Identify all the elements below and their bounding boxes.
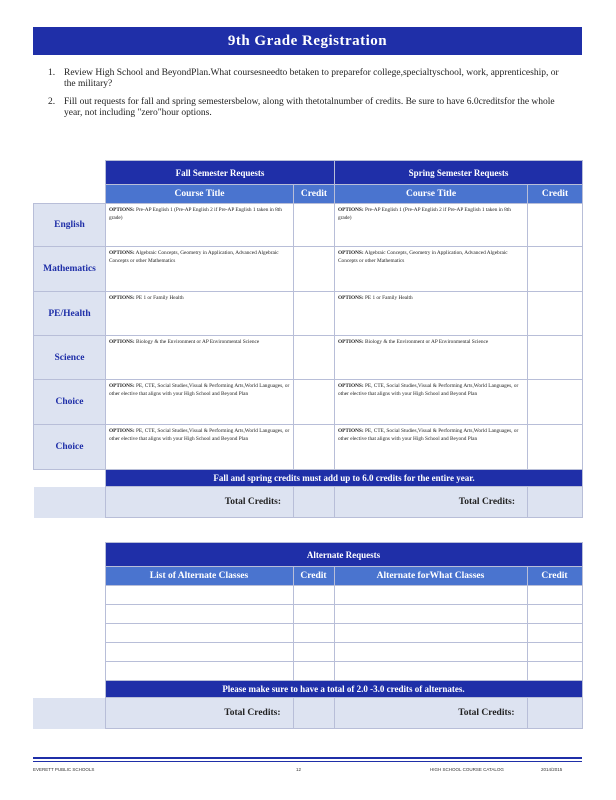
- spring-course-input[interactable]: [335, 204, 528, 247]
- alternate-class-input[interactable]: [105, 586, 293, 605]
- spring-course-input[interactable]: [335, 425, 528, 470]
- alternate-total-label: Total Credits:: [105, 698, 293, 729]
- alternate-for-total-label: Total Credits:: [334, 698, 527, 729]
- alternate-row: [33, 662, 582, 681]
- footer-catalog: HIGH SCHOOL COURSE CATALOG: [430, 767, 504, 772]
- alternate-row: [33, 624, 582, 643]
- subject-label: English: [34, 204, 106, 247]
- alternate-row: [33, 605, 582, 624]
- fall-total-label: Total Credits:: [106, 487, 294, 518]
- table-corner: [34, 161, 106, 185]
- semester-requests-table: [33, 160, 583, 518]
- options-label: OPTIONS:: [338, 295, 364, 301]
- fall-course-input[interactable]: [106, 380, 294, 425]
- spring-total-credits-field[interactable]: [528, 487, 583, 518]
- fall-credit-input[interactable]: [294, 247, 335, 292]
- alternate-credit-input[interactable]: [293, 624, 334, 643]
- spring-semester-header: Spring Semester Requests: [335, 161, 583, 185]
- alternate-for-input[interactable]: [334, 662, 527, 681]
- alternate-classes-header: List of Alternate Classes: [105, 567, 293, 586]
- request-row: [34, 204, 583, 247]
- request-rows: [34, 204, 583, 470]
- fall-course-input[interactable]: [106, 336, 294, 380]
- footer-year: 2014/2015: [541, 767, 563, 772]
- options-label: OPTIONS:: [109, 295, 135, 301]
- subject-label: Science: [34, 336, 106, 380]
- instruction-item: [48, 97, 568, 119]
- spring-total-label: Total Credits:: [335, 487, 528, 518]
- spring-course-input[interactable]: [335, 336, 528, 380]
- fall-credit-input[interactable]: [294, 204, 335, 247]
- table-corner: [34, 487, 106, 518]
- alternate-for-input[interactable]: [334, 605, 527, 624]
- alternate-row: [33, 643, 582, 662]
- fall-course-title-header: Course Title: [106, 185, 294, 204]
- page-title: 9th Grade Registration: [33, 27, 582, 55]
- spring-course-title-header: Course Title: [335, 185, 528, 204]
- options-label: OPTIONS:: [109, 207, 135, 213]
- options-label: OPTIONS:: [109, 428, 135, 434]
- fall-total-credits-field[interactable]: [294, 487, 335, 518]
- options-label: OPTIONS:: [338, 383, 364, 389]
- options-text: PE, CTE, Social Studies,Visual & Performing Arts,World Languages, or other elective that aligns with your High School and Beyond Plan: [338, 428, 519, 442]
- credits-requirement-banner: Fall and spring credits must add up to 6.0 credits for the entire year.: [106, 470, 583, 487]
- spring-course-input[interactable]: [335, 247, 528, 292]
- options-text: PE 1 or Family Health: [364, 295, 413, 301]
- instruction-item: [48, 68, 568, 90]
- alternate-for-credit-header: Credit: [527, 567, 582, 586]
- options-text: PE, CTE, Social Studies,Visual & Performing Arts,World Languages, or other elective that aligns with your High School and Beyond Plan: [109, 428, 290, 442]
- fall-course-input[interactable]: [106, 292, 294, 336]
- options-label: OPTIONS:: [338, 207, 364, 213]
- options-label: OPTIONS:: [109, 339, 135, 345]
- subject-label: Choice: [34, 425, 106, 470]
- table-corner: [34, 470, 106, 487]
- spring-credit-input[interactable]: [528, 247, 583, 292]
- alternate-for-credit-input[interactable]: [527, 662, 582, 681]
- alternate-credit-header: Credit: [293, 567, 334, 586]
- options-text: Algebraic Concepts, Geometry in Application, Advanced Algebraic Concepts or other Mathematics: [109, 250, 279, 264]
- fall-semester-header: Fall Semester Requests: [106, 161, 335, 185]
- instructions-list: [48, 68, 568, 126]
- alternate-class-input[interactable]: [105, 605, 293, 624]
- request-row: [34, 380, 583, 425]
- alternate-for-credit-input[interactable]: [527, 605, 582, 624]
- alternate-for-credit-input[interactable]: [527, 624, 582, 643]
- alternate-for-credit-input[interactable]: [527, 643, 582, 662]
- table-corner: [33, 643, 105, 662]
- options-label: OPTIONS:: [109, 383, 135, 389]
- options-text: Pre-AP English 1 (Pre-AP English 2 if Pre-AP English 1 taken in 8th grade): [109, 207, 282, 221]
- alternate-for-input[interactable]: [334, 586, 527, 605]
- alternate-credit-input[interactable]: [293, 586, 334, 605]
- fall-course-input[interactable]: [106, 247, 294, 292]
- alternate-for-header: Alternate forWhat Classes: [334, 567, 527, 586]
- fall-course-input[interactable]: [106, 204, 294, 247]
- spring-course-input[interactable]: [335, 380, 528, 425]
- instruction-text: Fill out requests for fall and spring semestersbelow, along with thetotalnumber of credits. Be sure to have 6.0creditsfor the whole year, not including "zero"hour options.: [64, 97, 555, 118]
- instruction-number: 1.: [48, 68, 56, 78]
- alternate-class-input[interactable]: [105, 643, 293, 662]
- spring-credit-input[interactable]: [528, 204, 583, 247]
- spring-credit-header: Credit: [528, 185, 583, 204]
- table-corner: [33, 698, 105, 729]
- alternates-requirement-banner: Please make sure to have a total of 2.0 -3.0 credits of alternates.: [105, 681, 582, 698]
- alternate-credit-input[interactable]: [293, 643, 334, 662]
- alternate-row: [33, 586, 582, 605]
- subject-label: Mathematics: [34, 247, 106, 292]
- request-row: [34, 336, 583, 380]
- fall-credit-input[interactable]: [294, 336, 335, 380]
- table-corner: [33, 605, 105, 624]
- request-row: [34, 292, 583, 336]
- alternate-requests-table: [33, 542, 583, 729]
- subject-label: PE/Health: [34, 292, 106, 336]
- fall-credit-input[interactable]: [294, 292, 335, 336]
- request-row: [34, 247, 583, 292]
- alternate-requests-header: Alternate Requests: [105, 543, 582, 567]
- spring-credit-input[interactable]: [528, 425, 583, 470]
- footer-page-number: 12: [296, 767, 302, 772]
- instruction-number: 2.: [48, 97, 56, 107]
- alternate-for-credit-input[interactable]: [527, 586, 582, 605]
- table-corner: [33, 543, 105, 567]
- table-corner: [33, 662, 105, 681]
- options-text: Biology & the Environment or AP Environmental Science: [364, 339, 489, 345]
- options-text: Biology & the Environment or AP Environmental Science: [135, 339, 260, 345]
- alternate-total-credits-field[interactable]: [293, 698, 334, 729]
- options-label: OPTIONS:: [109, 250, 135, 256]
- footer-rule: [33, 761, 582, 762]
- table-corner: [33, 624, 105, 643]
- fall-credit-input[interactable]: [294, 425, 335, 470]
- options-text: PE, CTE, Social Studies,Visual & Performing Arts,World Languages, or other elective that aligns with your High School and Beyond Plan: [338, 383, 519, 397]
- fall-course-input[interactable]: [106, 425, 294, 470]
- options-text: Pre-AP English 1 (Pre-AP English 2 if Pre-AP English 1 taken in 8th grade): [338, 207, 511, 221]
- spring-credit-input[interactable]: [528, 292, 583, 336]
- subject-label: Choice: [34, 380, 106, 425]
- table-corner: [34, 185, 106, 204]
- options-text: PE, CTE, Social Studies,Visual & Performing Arts,World Languages, or other elective that aligns with your High School and Beyond Plan: [109, 383, 290, 397]
- alternate-for-input[interactable]: [334, 624, 527, 643]
- alternate-credit-input[interactable]: [293, 662, 334, 681]
- alternate-for-input[interactable]: [334, 643, 527, 662]
- options-text: Algebraic Concepts, Geometry in Application, Advanced Algebraic Concepts or other Mathematics: [338, 250, 508, 264]
- table-corner: [33, 586, 105, 605]
- spring-credit-input[interactable]: [528, 380, 583, 425]
- table-corner: [33, 681, 105, 698]
- alternate-rows: [33, 586, 582, 681]
- footer-rule: [33, 757, 582, 759]
- request-row: [34, 425, 583, 470]
- options-label: OPTIONS:: [338, 250, 364, 256]
- alternate-class-input[interactable]: [105, 624, 293, 643]
- alternate-for-total-credits-field[interactable]: [527, 698, 582, 729]
- alternate-class-input[interactable]: [105, 662, 293, 681]
- instruction-text: Review High School and BeyondPlan.What coursesneedto betaken to preparefor college,specialtyschool, work, apprenticeship, or the military?: [64, 68, 559, 89]
- fall-credit-input[interactable]: [294, 380, 335, 425]
- options-label: OPTIONS:: [338, 339, 364, 345]
- spring-credit-input[interactable]: [528, 336, 583, 380]
- options-label: OPTIONS:: [338, 428, 364, 434]
- alternate-credit-input[interactable]: [293, 605, 334, 624]
- fall-credit-header: Credit: [294, 185, 335, 204]
- options-text: PE 1 or Family Health: [135, 295, 184, 301]
- footer-district: EVERETT PUBLIC SCHOOLS: [33, 767, 95, 772]
- table-corner: [33, 567, 105, 586]
- spring-course-input[interactable]: [335, 292, 528, 336]
